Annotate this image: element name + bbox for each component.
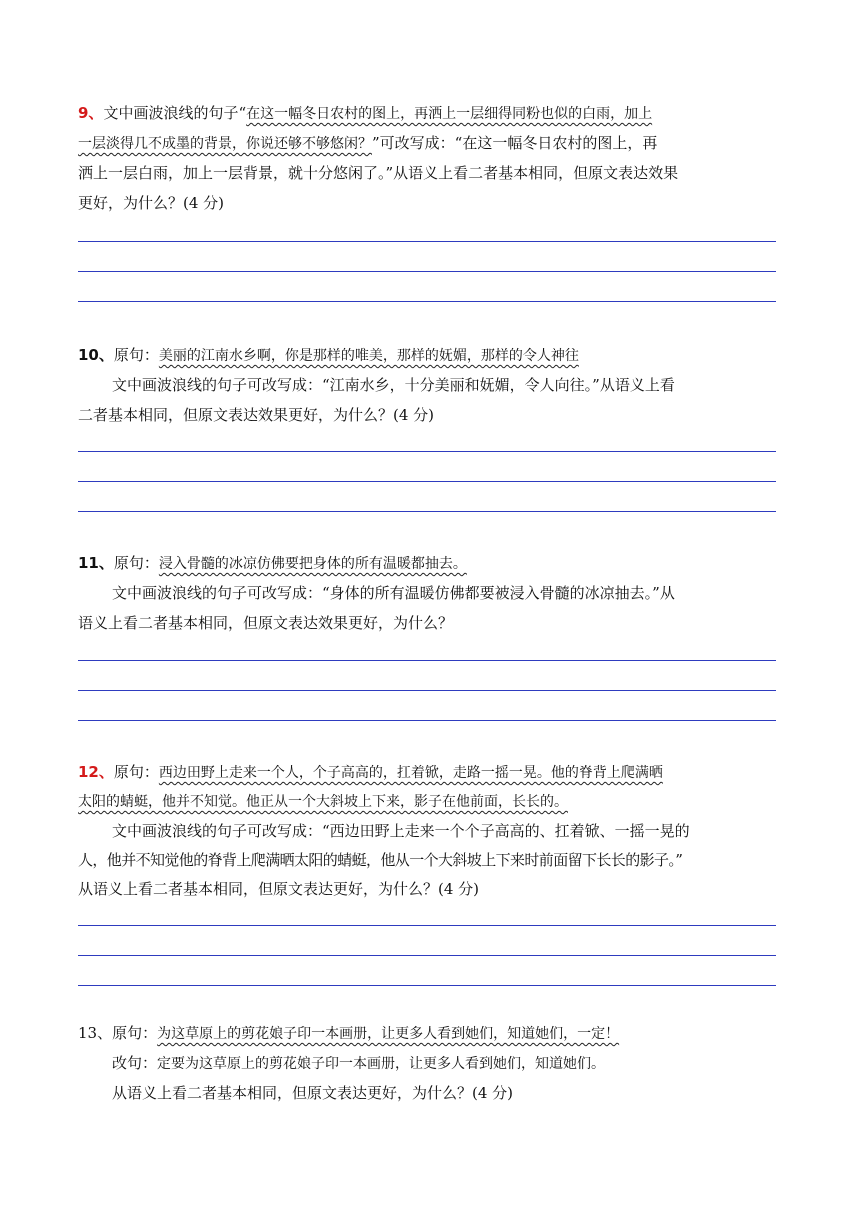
q9-wavy-sentence-part2: 一层淡得几不成墨的背景，你说还够不够悠闲？ (78, 136, 372, 152)
q13-original-sentence: 为这草原上的剪花娘子印一本画册，让更多人看到她们，知道她们，一定！ (157, 1026, 620, 1042)
q10-line-3: 二者基本相同，但原文表达效果更好，为什么？(4 分) (78, 406, 435, 424)
q9-line-3: 洒上一层白雨，加上一层背景，就十分悠闲了。”从语义上看二者基本相同，但原文表达效果 (78, 164, 679, 182)
q13-revised-label: 改句： (112, 1054, 158, 1072)
q11-line-1 (78, 548, 783, 578)
q11-original-sentence: 浸入骨髓的冰凉仿佛要把身体的所有温暖都抽去。 (158, 556, 467, 572)
q10-label: 原句： (113, 346, 159, 364)
q9-line-2 (78, 128, 783, 158)
q11-line-2: 文中画波浪线的句子可改写成：“身体的所有温暖仿佛都要被浸入骨髓的冰凉抽去。”从 (112, 584, 675, 602)
q11-answer-line-3[interactable] (78, 720, 776, 721)
q13-line-3: 从语义上看二者基本相同，但原文表达更好，为什么？(4 分) (112, 1084, 514, 1102)
q12-label: 原句： (113, 763, 159, 781)
q9-answer-line-3[interactable] (78, 301, 776, 302)
q12-line-5: 从语义上看二者基本相同，但原文表达更好，为什么？(4 分) (78, 880, 480, 898)
q12-original-sentence-part1: 西边田野上走来一个人，个子高高的，扛着锨，走路一摇一晃。他的脊背上爬满晒 (158, 765, 663, 781)
q12-answer-line-3[interactable] (78, 985, 776, 986)
q9-line-4: 更好，为什么？(4 分) (78, 194, 225, 212)
q13-line-2 (112, 1048, 817, 1078)
q13-line-1 (78, 1018, 783, 1048)
q10-answer-line-2[interactable] (78, 481, 776, 482)
q12-line-3: 文中画波浪线的句子可改写成：“西边田野上走来一个个子高高的、扛着锨、一摇一晃的 (112, 822, 690, 840)
q10-original-sentence: 美丽的江南水乡啊，你是那样的唯美，那样的妩媚，那样的令人神往 (158, 348, 579, 364)
q9-number: 9、 (78, 104, 104, 122)
q11-number: 11、 (78, 554, 114, 572)
q11-line-3: 语义上看二者基本相同，但原文表达效果更好，为什么？ (78, 614, 454, 632)
q12-line-2 (78, 786, 783, 816)
q12-original-sentence-part2: 太阳的蜻蜓，他并不知觉。他正从一个大斜坡上下来，影子在他前面，长长的。 (78, 794, 568, 810)
q12-answer-line-2[interactable] (78, 955, 776, 956)
q12-line-1 (78, 757, 783, 787)
q10-answer-line-1[interactable] (78, 451, 776, 452)
q10-number: 10、 (78, 346, 114, 364)
q12-number: 12、 (78, 763, 114, 781)
q13-label: 原句： (112, 1024, 158, 1042)
q13-revised-sentence: 定要为这草原上的剪花娘子印一本画册，让更多人看到她们，知道她们。 (157, 1056, 606, 1072)
q10-answer-line-3[interactable] (78, 511, 776, 512)
q11-label: 原句： (113, 554, 159, 572)
q9-line-1 (78, 98, 783, 128)
q12-answer-line-1[interactable] (78, 925, 776, 926)
q11-answer-line-2[interactable] (78, 690, 776, 691)
q11-answer-line-1[interactable] (78, 660, 776, 661)
q9-answer-line-2[interactable] (78, 271, 776, 272)
q10-line-2: 文中画波浪线的句子可改写成：“江南水乡，十分美丽和妩媚，令人向往。”从语义上看 (112, 376, 675, 394)
q9-wavy-sentence-part1: 在这一幅冬日农村的图上，再洒上一层细得同粉也似的白雨，加上 (246, 106, 653, 122)
q10-line-1 (78, 340, 783, 370)
q9-rewrite-text: ”可改写成：“在这一幅冬日农村的图上，再 (372, 134, 658, 152)
q9-prompt-text: 文中画波浪线的句子“ (103, 104, 247, 122)
q13-number: 13、 (78, 1024, 113, 1042)
q12-line-4: 人，他并不知觉他的脊背上爬满晒太阳的蜻蜓，他从一个大斜坡上下来时前面留下长长的影子。” (78, 851, 683, 869)
q9-answer-line-1[interactable] (78, 241, 776, 242)
